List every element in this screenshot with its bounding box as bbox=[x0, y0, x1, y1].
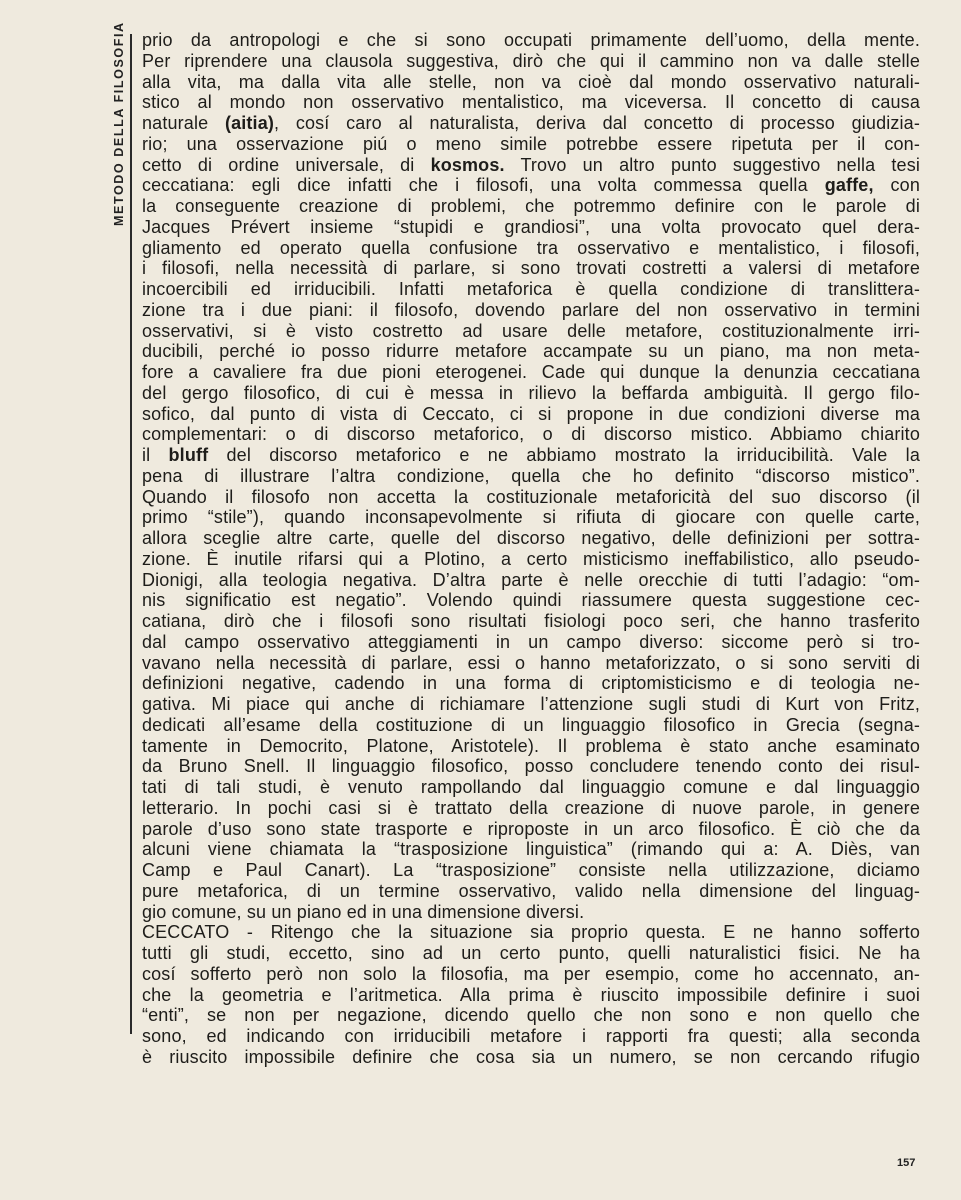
text-line bbox=[142, 528, 920, 549]
text-segment: rio; una osservazione piú o meno simile potrebbe essere ripetuta per il con- bbox=[142, 133, 920, 154]
text-segment: la conseguente creazione di problemi, che potremmo definire con le parole di bbox=[142, 196, 920, 216]
text-segment: gativa. Mi piace qui anche di richiamare l’attenzione sugli studi di Kurt von Fritz, bbox=[142, 694, 920, 714]
text-line bbox=[142, 92, 920, 113]
bold-term: (aitia) bbox=[224, 113, 274, 133]
text-line bbox=[142, 404, 920, 425]
bold-term: gaffe, bbox=[824, 175, 874, 196]
text-segment: pure metaforica, di un termine osservativo, valido nella dimensione del linguag- bbox=[142, 880, 920, 901]
text-line bbox=[142, 300, 920, 321]
text-line bbox=[142, 819, 920, 840]
text-line bbox=[142, 321, 920, 342]
text-segment: cosí sofferto però non solo la filosofia, ma per esempio, come ho accennato, an- bbox=[142, 963, 920, 984]
text-segment: da Bruno Snell. Il linguaggio filosofico, posso concludere tenendo conto dei risul- bbox=[142, 756, 920, 777]
text-segment: zione. È inutile rifarsi qui a Plotino, a certo misticismo ineffabilistico, allo pseudo- bbox=[142, 548, 920, 569]
text-segment: gliamento ed operato quella confusione tra osservativo e mentalistico, i filosofi, bbox=[142, 237, 920, 258]
text-line bbox=[142, 507, 920, 528]
text-segment: letterario. In pochi casi si è trattato della creazione di nuove parole, in genere bbox=[142, 797, 920, 818]
text-line bbox=[142, 279, 920, 300]
text-segment: tamente in Democrito, Platone, Aristotele). Il problema è stato anche esaminato bbox=[142, 735, 920, 756]
text-segment: sofico, dal punto di vista di Ceccato, ci si propone in due condizioni diverse ma bbox=[142, 403, 920, 424]
text-segment: i filosofi, nella necessità di parlare, si sono trovati costretti a valersi di metafore bbox=[142, 258, 920, 279]
text-segment: naturale bbox=[142, 113, 225, 133]
text-segment: vavano nella necessità di parlare, essi o hanno metaforizzato, o si sono serviti di bbox=[142, 652, 920, 673]
text-line bbox=[142, 341, 920, 362]
text-line bbox=[142, 466, 920, 487]
text-segment: che la geometria e l’aritmetica. Alla prima è riuscito impossibile definire i suoi bbox=[142, 984, 920, 1005]
text-segment: tutti gli studi, eccetto, sino ad un certo punto, quelli naturalistici fisici. Ne ha bbox=[142, 943, 920, 963]
page-number: 157 bbox=[897, 1157, 916, 1169]
text-segment: ceccatiana: egli dice infatti che i filosofi, una volta commessa quella bbox=[142, 175, 825, 196]
text-line bbox=[142, 72, 920, 93]
text-line bbox=[142, 798, 920, 819]
text-line bbox=[142, 445, 920, 466]
text-segment: del gergo filosofico, di cui è messa in rilievo la beffarda ambiguità. Il gergo filo- bbox=[142, 382, 920, 403]
text-line bbox=[142, 736, 920, 757]
text-segment: zione tra i due piani: il filosofo, dovendo parlare del non osservativo in termini bbox=[142, 299, 920, 320]
text-segment: con bbox=[873, 175, 920, 196]
text-line bbox=[142, 590, 920, 611]
bold-term: bluff bbox=[168, 445, 209, 465]
text-line bbox=[142, 964, 920, 985]
text-line bbox=[142, 362, 920, 383]
text-line bbox=[142, 1026, 920, 1047]
text-line bbox=[142, 653, 920, 674]
text-segment: sono, ed indicando con irriducibili metafore i rapporti fra questi; alla seconda bbox=[142, 1026, 920, 1046]
text-line bbox=[142, 632, 920, 653]
text-line bbox=[142, 570, 920, 591]
text-segment: è riuscito impossibile definire che cosa sia un numero, se non cercando rifugio bbox=[142, 1046, 920, 1067]
text-line bbox=[142, 258, 920, 279]
text-segment: Camp e Paul Canart). La “trasposizione” consiste nella utilizzazione, diciamo bbox=[142, 860, 920, 880]
text-segment: Jacques Prévert insieme “stupidi e grandiosi”, una volta provocato quel dera- bbox=[142, 216, 920, 237]
text-segment: “enti”, se non per negazione, dicendo quello che non sono e non quello che bbox=[142, 1005, 920, 1026]
text-line bbox=[142, 383, 920, 404]
text-line bbox=[142, 985, 920, 1006]
text-line bbox=[142, 424, 920, 445]
text-segment: alla vita, ma dalla vita alle stelle, non va cioè dal mondo osservativo naturali- bbox=[142, 71, 920, 92]
text-segment: allora sceglie altre carte, quelle del discorso negativo, delle definizioni per sottra- bbox=[142, 528, 920, 548]
text-segment: dal campo osservativo atteggiamenti in un campo diverso: siccome però si tro- bbox=[142, 631, 920, 652]
bold-term: kosmos. bbox=[430, 154, 505, 175]
text-line bbox=[142, 673, 920, 694]
text-line bbox=[142, 51, 920, 72]
text-line bbox=[142, 902, 920, 923]
text-segment: il bbox=[142, 445, 169, 465]
text-segment: CECCATO - Ritengo che la situazione sia proprio questa. E ne hanno sofferto bbox=[142, 922, 920, 943]
text-segment: fore a cavaliere fra due pioni eterogenei. Cade qui dunque la denunzia ceccatiana bbox=[142, 362, 920, 382]
text-line bbox=[142, 756, 920, 777]
text-line bbox=[142, 943, 920, 964]
text-segment: dedicati all’esame della costituzione di un linguaggio filosofico in Grecia (segna- bbox=[142, 714, 920, 735]
running-head-text: METODO DELLA FILOSOFIA bbox=[112, 21, 126, 226]
text-segment: stico al mondo non osservativo mentalistico, ma viceversa. Il concetto di causa bbox=[142, 92, 920, 113]
text-line bbox=[142, 238, 920, 259]
text-line bbox=[142, 611, 920, 632]
text-line bbox=[142, 881, 920, 902]
text-segment: gio comune, su un piano ed in una dimensione diversi. bbox=[142, 901, 585, 922]
text-segment: cetto di ordine universale, di bbox=[142, 154, 431, 175]
text-segment: parole d’uso sono state trasporte e riproposte in un arco filosofico. È ciò che da bbox=[142, 818, 920, 839]
text-line bbox=[142, 549, 920, 570]
text-line bbox=[142, 196, 920, 217]
text-segment: Trovo un altro punto suggestivo nella tesi bbox=[504, 154, 920, 175]
text-segment: Per riprendere una clausola suggestiva, dirò che qui il cammino non va dalle stelle bbox=[142, 50, 920, 71]
text-line bbox=[142, 1005, 920, 1026]
text-line bbox=[142, 487, 920, 508]
text-segment: prio da antropologi e che si sono occupati primamente dell’uomo, della mente. bbox=[142, 30, 920, 50]
text-line bbox=[142, 777, 920, 798]
body-text bbox=[142, 30, 920, 1068]
text-segment: complementari: o di discorso metaforico, o di discorso mistico. Abbiamo chiarito bbox=[142, 424, 920, 445]
text-segment: primo “stile”), quando inconsapevolmente si rifiuta di giocare con quelle carte, bbox=[142, 507, 920, 528]
text-line bbox=[142, 155, 920, 176]
text-segment: incoercibili ed irriducibili. Infatti metaforica è quella condizione di translittera- bbox=[142, 279, 920, 299]
text-segment: Quando il filosofo non accetta la costituzionale metaforicità del suo discorso (il bbox=[142, 486, 920, 507]
text-line bbox=[142, 715, 920, 736]
text-segment: definizioni negative, cadendo in una forma di criptomisticismo e di teologia ne- bbox=[142, 673, 920, 694]
text-segment: , cosí caro al naturalista, deriva dal concetto di processo giudizia- bbox=[274, 113, 920, 133]
text-segment: nis significatio est negatio”. Volendo quindi riassumere questa suggestione cec- bbox=[142, 590, 920, 611]
text-line bbox=[142, 839, 920, 860]
margin-rule bbox=[130, 34, 132, 1034]
text-line bbox=[142, 694, 920, 715]
text-segment: Dionigi, alla teologia negativa. D’altra parte è nelle orecchie di tutti l’adagio: “om- bbox=[142, 569, 920, 590]
text-segment: osservativi, si è visto costretto ad usare delle metafore, costituzionalmente irri- bbox=[142, 320, 920, 341]
text-line bbox=[142, 175, 920, 196]
text-line bbox=[142, 922, 920, 943]
text-line bbox=[142, 134, 920, 155]
text-segment: del discorso metaforico e ne abbiamo mostrato la irriducibilità. Vale la bbox=[208, 445, 920, 465]
text-line bbox=[142, 217, 920, 238]
text-segment: ducibili, perché io posso ridurre metafore accampate su un piano, ma non meta- bbox=[142, 341, 920, 362]
text-line bbox=[142, 113, 920, 134]
text-line bbox=[142, 860, 920, 881]
text-segment: alcuni viene chiamata la “trasposizione linguistica” (rimando qui a: A. Diès, van bbox=[142, 839, 920, 860]
text-segment: catiana, dirò che i filosofi sono risultati fisiologi poco seri, che hanno trasferito bbox=[142, 611, 920, 631]
text-line bbox=[142, 30, 920, 51]
text-line bbox=[142, 1047, 920, 1068]
text-segment: tati di tali studi, è venuto rampollando dal linguaggio comune e dal linguaggio bbox=[142, 777, 920, 797]
text-segment: pena di illustrare l’altra condizione, quella che ho definito “discorso mistico”. bbox=[142, 465, 920, 486]
